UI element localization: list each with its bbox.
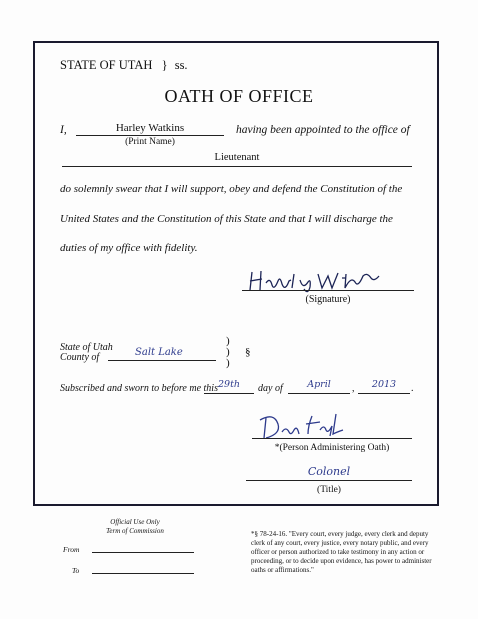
to-line [92,573,194,574]
county-value: Salt Lake [135,347,183,358]
signature-caption: (Signature) [305,294,351,305]
oath-line-3: duties of my office with fidelity. [60,242,198,254]
day-line [204,393,254,394]
title-line [246,480,412,481]
name-value: Harley Watkins [115,122,185,134]
oath-line-2: United States and the Constitution of this State and that I will discharge the [60,213,393,225]
month-value: April [307,379,331,390]
venue-state-label: State of Utah [60,342,113,353]
year-line [358,393,410,394]
appointed-text: having been appointed to the office of [236,124,410,136]
to-label: To [72,566,80,575]
signature-line [242,290,414,291]
office-line [62,166,412,167]
term-of-commission-label: Term of Commission [106,527,164,535]
day-of-label: day of [258,383,283,394]
ss-label: ss. [174,58,188,72]
print-name-caption: (Print Name) [125,137,175,147]
day-value: 29th [217,379,241,390]
state-label: STATE OF UTAH [60,58,153,72]
sworn-prefix: Subscribed and sworn to before me this [60,383,218,394]
oath-line-1: do solemnly swear that I will support, obey and defend the Constitution of the [60,183,403,195]
ss-brace: } [161,58,168,72]
title-caption: (Title) [317,485,341,495]
administrator-line [252,438,412,439]
document-title: OATH OF OFFICE [164,86,314,106]
title-value: Colonel [307,465,351,478]
section-symbol: § [245,346,251,358]
venue-county-label: County of [60,352,100,363]
from-line [92,552,194,553]
year-value: 2013 [371,379,397,390]
from-label: From [63,545,80,554]
venue-brace: ) ) ) [226,335,230,369]
month-comma: , [352,383,355,394]
official-use-label: Official Use Only [110,518,160,526]
year-period: . [411,383,414,394]
county-line [108,360,216,361]
administrator-caption: *(Person Administering Oath) [274,443,390,453]
office-value: Lieutenant [214,152,260,163]
name-line [76,135,224,136]
statute-text: *§ 78-24-16. "Every court, every judge, every clerk and deputy clerk of any court, every justice, every notary public, and every officer or person authorized to take testimony in any action or proceeding, or to decide upon evidence, has power to administer oaths or affirmations." [251,530,432,574]
i-label: I, [60,124,67,136]
state-header [60,58,188,73]
month-line [288,393,350,394]
